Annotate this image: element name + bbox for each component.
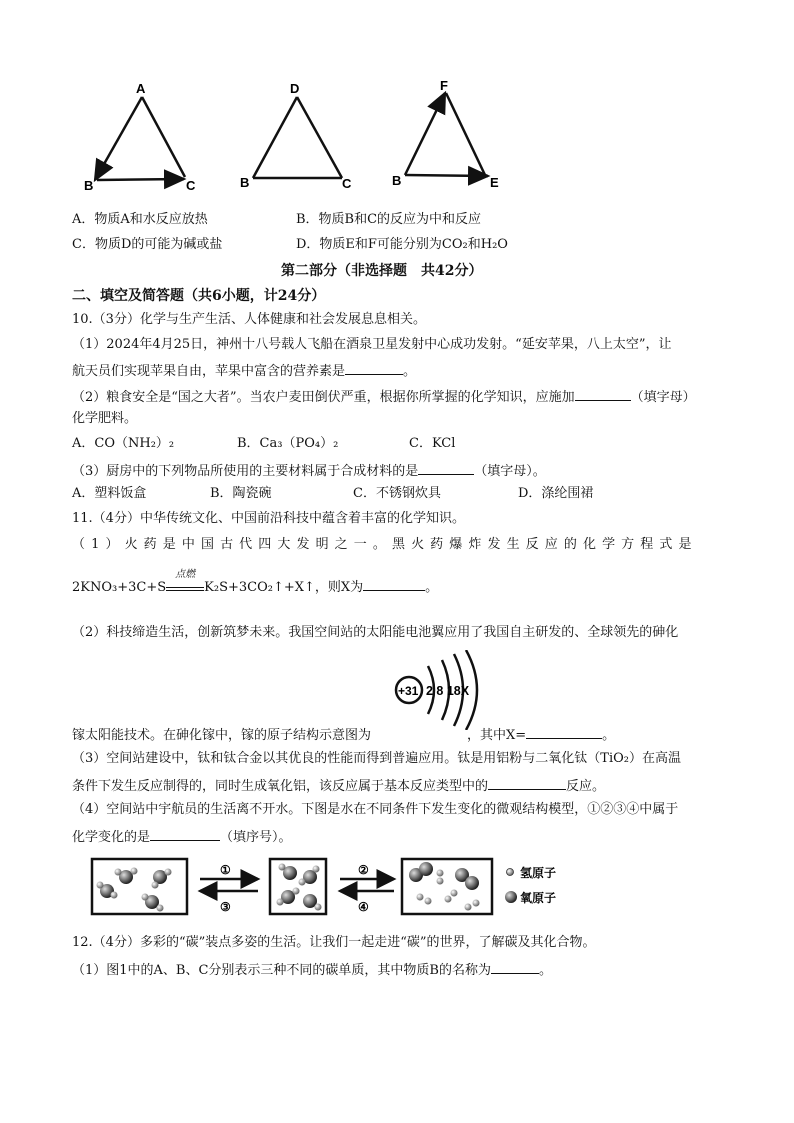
label-c: C [186, 178, 196, 193]
oxygen-legend-icon [505, 891, 517, 903]
q10-s3-line1: （3）厨房中的下列物品所使用的主要材料属于合成材料的是 （填字母）。 [72, 460, 546, 481]
q9-option-c: C．物质D的可能为碱或盐 [72, 237, 223, 252]
label-e: E [490, 175, 499, 190]
q10-s3-opt-d: D．涤纶围裙 [518, 486, 594, 501]
answer-blank [575, 386, 631, 401]
q10-s1-line1: （1）2024年4月25日，神州十八号载人飞船在酒泉卫星发射中心成功发射。“延安苹果，八上太空”，让 [72, 337, 672, 352]
answer-blank [491, 959, 539, 974]
label-c2: C [342, 176, 352, 191]
section2-title: 二、填空及简答题（共6小题，计24分） [72, 288, 326, 304]
equation-left: 2KNO₃+3C+S [72, 580, 167, 595]
q11-s4-line1: （4）空间站中宇航员的生活离不开水。下图是水在不同条件下发生变化的微观结构模型，①②③④中属于 [72, 802, 679, 817]
triangle-abc [84, 81, 196, 193]
q10-s2-line2: 化学肥料。 [72, 411, 138, 426]
arrow-2-label: ② [358, 863, 369, 877]
q10-s3-opt-a: A．塑料饭盒 [72, 486, 147, 501]
triangle-fbe [392, 78, 499, 190]
q11-s3-line1: （3）空间站建设中，钛和钛合金以其优良的性能而得到普遍应用。钛是用铝粉与二氧化钛（TiO₂）在高温 [72, 751, 681, 766]
q12-stem: 12.（4分）多彩的“碳”装点多姿的生活。让我们一起走进“碳”的世界，了解碳及其化合物。 [72, 935, 596, 950]
gallium-atom-diagram [392, 650, 492, 730]
equation-right: K₂S+3CO₂↑+X↑，则X为 [204, 580, 364, 595]
q10-s1-line2: 航天员们实现苹果自由，苹果中富含的营养素是 。 [72, 360, 416, 381]
water-change-diagram [90, 855, 590, 925]
q10-s2-opt-c: C．KCl [409, 436, 456, 451]
label-a: A [136, 81, 146, 96]
legend-hydrogen: 氢原子 [520, 866, 557, 880]
triangle-dbc [240, 81, 352, 191]
answer-blank [345, 360, 403, 375]
label-b3: B [392, 173, 402, 188]
q10-s3-opt-b: B．陶瓷碗 [210, 486, 272, 501]
q11-s3-line2: 条件下发生反应制得的，同时生成氧化铝，该反应属于基本反应类型中的 反应。 [72, 775, 605, 796]
q11-s4-line2: 化学变化的是 （填序号）。 [72, 826, 292, 847]
q10-stem: 10.（3分）化学与生产生活、人体健康和社会发展息息相关。 [72, 312, 426, 327]
answer-blank [526, 724, 602, 739]
q10-s3-opt-c: C．不锈钢炊具 [353, 486, 441, 501]
q10-s2-line1: （2）粮食安全是“国之大者”。当农户麦田倒伏严重，根据你所掌握的化学知识，应施加 （填字母） [72, 386, 696, 407]
q11-stem: 11.（4分）中华传统文化、中国前沿科技中蕴含着丰富的化学知识。 [72, 511, 465, 526]
hydrogen-legend-icon [507, 869, 514, 876]
answer-blank [363, 576, 425, 591]
q11-s1-line1: （1）火药是中国古代四大发明之一。黑火药爆炸发生反应的化学方程式是 [72, 537, 698, 552]
answer-blank [488, 775, 566, 790]
q9-option-d: D．物质E和F可能分别为CO₂和H₂O [296, 237, 508, 252]
answer-blank [418, 460, 474, 475]
q12-s1: （1）图1中的A、B、C分别表示三种不同的碳单质，其中物质B的名称为 。 [72, 959, 552, 980]
q10-s2-opt-a: A．CO（NH₂）₂ [72, 436, 175, 451]
atom-shells-label: 2 8 18X [426, 684, 470, 698]
q11-equation: 2KNO₃+3C+S 点燃 K₂S+3CO₂↑+X↑，则X为 。 [72, 576, 438, 597]
arrow-3-label: ③ [220, 900, 231, 914]
atom-nucleus-label: +31 [398, 684, 419, 698]
arrow-1-label: ① [220, 863, 231, 877]
answer-blank [150, 826, 220, 841]
q11-s2-line1: （2）科技缔造生活，创新筑梦未来。我国空间站的太阳能电池翼应用了我国自主研发的、全球领先的砷化 [72, 625, 679, 640]
label-f: F [440, 78, 448, 93]
q9-option-b: B．物质B和C的反应为中和反应 [296, 212, 482, 227]
triangle-diagrams [60, 75, 520, 200]
q11-s2-line2: 镓太阳能技术。在砷化镓中，镓的原子结构示意图为 ，其中X= 。 [72, 724, 615, 745]
q10-s2-opt-b: B．Ca₃（PO₄）₂ [237, 436, 339, 451]
part2-title: 第二部分（非选择题 共42分） [281, 263, 483, 279]
legend-oxygen: 氧原子 [520, 891, 557, 905]
arrow-4-label: ④ [358, 900, 369, 914]
q9-option-a: A．物质A和水反应放热 [72, 212, 208, 227]
label-b2: B [240, 175, 250, 190]
label-b: B [84, 178, 94, 193]
equation-condition: 点燃 [175, 569, 196, 580]
equation-equals-sign [166, 569, 204, 591]
label-d: D [290, 81, 300, 96]
